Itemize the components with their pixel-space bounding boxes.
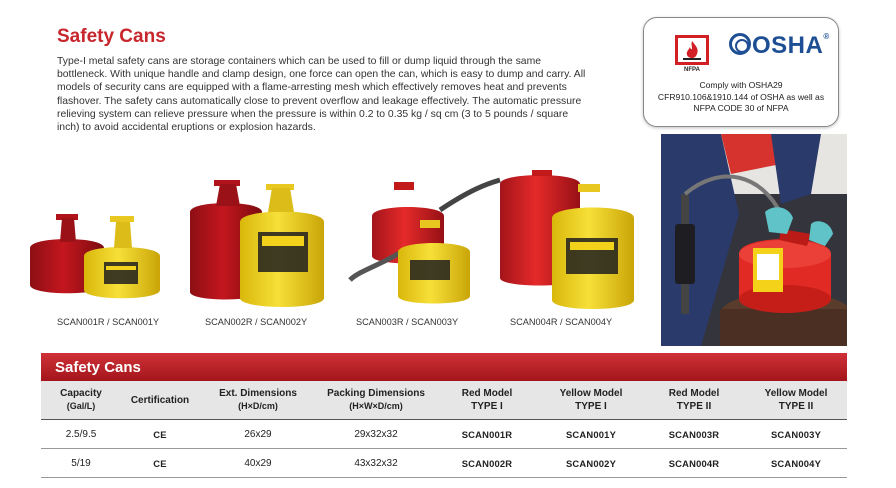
cell-red-type2: SCAN003R bbox=[643, 420, 745, 449]
cell-capacity: 5/19 bbox=[41, 449, 121, 478]
can-scan002y bbox=[240, 184, 324, 307]
header-packing-dimensions: Packing Dimensions (H×W×D/cm) bbox=[317, 381, 435, 420]
specifications-table bbox=[41, 381, 847, 478]
nfpa-label: NFPA bbox=[684, 67, 700, 73]
product-caption-4: SCAN004R / SCAN004Y bbox=[510, 317, 613, 327]
usage-photo bbox=[661, 134, 847, 346]
cell-packing-dimensions: 43x32x32 bbox=[317, 449, 435, 478]
table-row bbox=[41, 449, 847, 478]
page-title: Safety Cans bbox=[57, 26, 166, 47]
cell-certification: CE bbox=[121, 420, 199, 449]
osha-circle-icon bbox=[729, 33, 751, 55]
certification-text bbox=[646, 80, 836, 115]
cell-yellow-type1: SCAN001Y bbox=[539, 420, 643, 449]
header-red-type1: Red Model TYPE I bbox=[435, 381, 539, 420]
cell-ext-dimensions: 26x29 bbox=[199, 420, 317, 449]
intro-paragraph: Type-I metal safety cans are storage containers which can be used to fill or dump liquid through the same bottleneck. With unique handle and clamp design, one force can open the can, which is easy to dump and carry. All models of security cans are equipped with a flame-arresting mesh which effectively removes heat and prevents flashover. The safety cans automatically close to prevent overflow and leakage effectively. The automatic pressure relieving system can relieve pressure when the pressure is within 0.2 to 0.35 kg / sq cm (3 to 5 pounds / square inch) to avoid accidental eruptions or explosion hazards. bbox=[57, 56, 586, 134]
osha-logo: OSHA® bbox=[729, 32, 830, 60]
product-caption-3: SCAN003R / SCAN003Y bbox=[356, 317, 459, 327]
nfpa-logo-icon bbox=[675, 35, 709, 65]
cell-capacity: 2.5/9.5 bbox=[41, 420, 121, 449]
can-scan001y bbox=[84, 216, 160, 298]
product-caption-1: SCAN001R / SCAN001Y bbox=[57, 317, 160, 327]
cell-packing-dimensions: 29x32x32 bbox=[317, 420, 435, 449]
products-illustration bbox=[0, 170, 650, 340]
product-caption-2: SCAN002R / SCAN002Y bbox=[205, 317, 308, 327]
header-yellow-type1: Yellow Model TYPE I bbox=[539, 381, 643, 420]
cert-line-2: CFR910.106&1910.144 of OSHA as well as bbox=[657, 91, 825, 102]
header-yellow-type2: Yellow Model TYPE II bbox=[745, 381, 847, 420]
cell-yellow-type2: SCAN004Y bbox=[745, 449, 847, 478]
cert-line-1: Comply with OSHA29 bbox=[699, 80, 783, 90]
table-title: Safety Cans bbox=[55, 359, 141, 376]
header-capacity: Capacity (Gal/L) bbox=[41, 381, 121, 420]
header-ext-dimensions: Ext. Dimensions (H×D/cm) bbox=[199, 381, 317, 420]
cell-certification: CE bbox=[121, 449, 199, 478]
certification-box bbox=[643, 17, 839, 127]
cell-yellow-type2: SCAN003Y bbox=[745, 420, 847, 449]
cert-line-3: NFPA CODE 30 of NFPA bbox=[693, 103, 789, 114]
table-row bbox=[41, 420, 847, 449]
safety-cans-image bbox=[0, 170, 650, 340]
cell-red-type1: SCAN001R bbox=[435, 420, 539, 449]
header-red-type2: Red Model TYPE II bbox=[643, 381, 745, 420]
cell-red-type2: SCAN004R bbox=[643, 449, 745, 478]
osha-logo-text: OSHA bbox=[752, 32, 824, 59]
cell-red-type1: SCAN002R bbox=[435, 449, 539, 478]
table-title-band bbox=[41, 353, 847, 381]
table-header-row bbox=[41, 381, 847, 420]
cell-yellow-type1: SCAN002Y bbox=[539, 449, 643, 478]
header-certification: Certification bbox=[121, 381, 199, 420]
cell-ext-dimensions: 40x29 bbox=[199, 449, 317, 478]
